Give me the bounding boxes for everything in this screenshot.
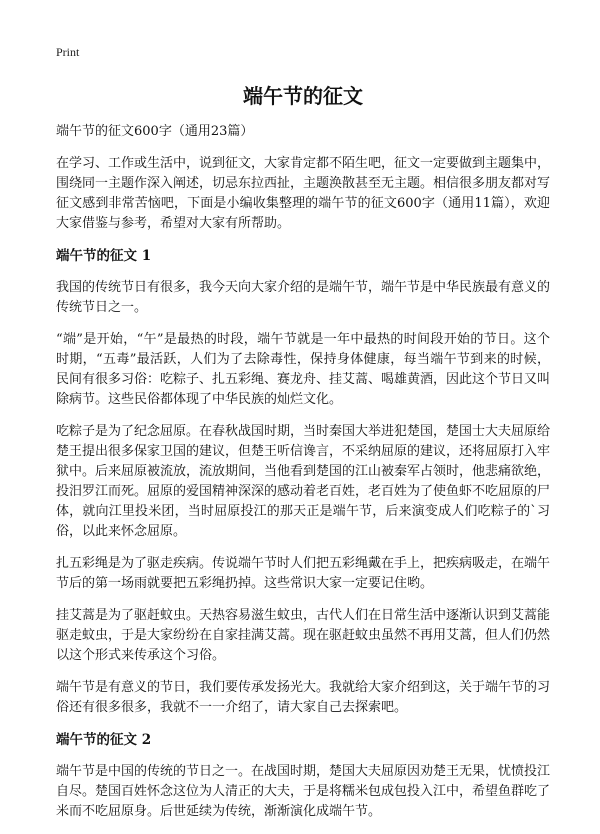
paragraph: “端”是开始，“午”是最热的时段，端午节就是一年中最热的时间段开始的节日。这个时期，“五毒”最活跃，人们为了去除毒性，保持身体健康，每当端午节到来的时候，民间有很多习俗：吃粽子、扎五彩绳、赛龙舟、挂艾蒿、喝雄黄酒，因此这个节日又叫除病节。这些民俗都体现了中华民族的灿烂文化。 [56, 332, 551, 407]
page-title: 端午节的征文 [243, 84, 363, 108]
document-page [56, 44, 550, 834]
print-link[interactable]: Print [56, 45, 80, 59]
section-heading: 端午节的征文 2 [56, 732, 152, 748]
paragraph: 我国的传统节日有很多，我今天向大家介绍的是端午节，端午节是中华民族最有意义的传统节日之一。 [56, 280, 551, 315]
paragraph: 端午节是有意义的节日，我们要传承发扬光大。我就给大家介绍到这，关于端午节的习俗还有很多很多，我就不一一介绍了，请大家自己去探索吧。 [56, 680, 551, 715]
paragraph: 扎五彩绳是为了驱走疾病。传说端午节时人们把五彩绳戴在手上，把疾病吸走，在端午节后的第一场雨就要把五彩绳扔掉。这些常识大家一定要记住哟。 [56, 556, 551, 591]
paragraph: 吃粽子是为了纪念屈原。在春秋战国时期，当时秦国大举进犯楚国，楚国士大夫屈原给楚王提出很多保家卫国的建议，但楚王听信谗言，不采纳屈原的建议，还将屈原打入牢狱中。后来屈原被流放，流放期间，当他看到楚国的江山被秦军占领时，他悲痛欲绝，投汨罗江而死。屈原的爱国精神深深的感动着老百姓，老百姓为了使鱼虾不吃屈原的尸体，就向江里投米团，当时屈原投江的那天正是端午节，后来演变成人们吃粽子的`习俗，以此来怀念屈原。 [56, 424, 551, 539]
paragraph: 挂艾蒿是为了驱赶蚊虫。天热容易滋生蚊虫，古代人们在日常生活中逐渐认识到艾蒿能驱走蚊虫，于是大家纷纷在自家挂满艾蒿。现在驱赶蚊虫虽然不再用艾蒿，但人们仍然以这个形式来传承这个习俗。 [56, 608, 551, 663]
article-subtitle: 端午节的征文600字（通用23篇） [56, 124, 254, 139]
paragraph: 端午节是中国的传统的节日之一。在战国时期，楚国大夫屈原因劝楚王无果，忧愤投江自尽。楚国百姓怀念这位为人清正的大夫，于是将糯米包成包投入江中，希望鱼群吃了米而不吃屈原身。后世延续为传统，渐渐演化成端午节。 [56, 764, 551, 819]
intro-paragraph: 在学习、工作或生活中，说到征文，大家肯定都不陌生吧，征文一定要做到主题集中，围绕同一主题作深入阐述，切忌东拉西扯，主题涣散甚至无主题。相信很多朋友都对写征文感到非常苦恼吧，下面是小编收集整理的端午节的征文600字（通用11篇），欢迎大家借鉴与参考，希望对大家有所帮助。 [56, 156, 551, 231]
section-heading: 端午节的征文 1 [56, 248, 152, 264]
